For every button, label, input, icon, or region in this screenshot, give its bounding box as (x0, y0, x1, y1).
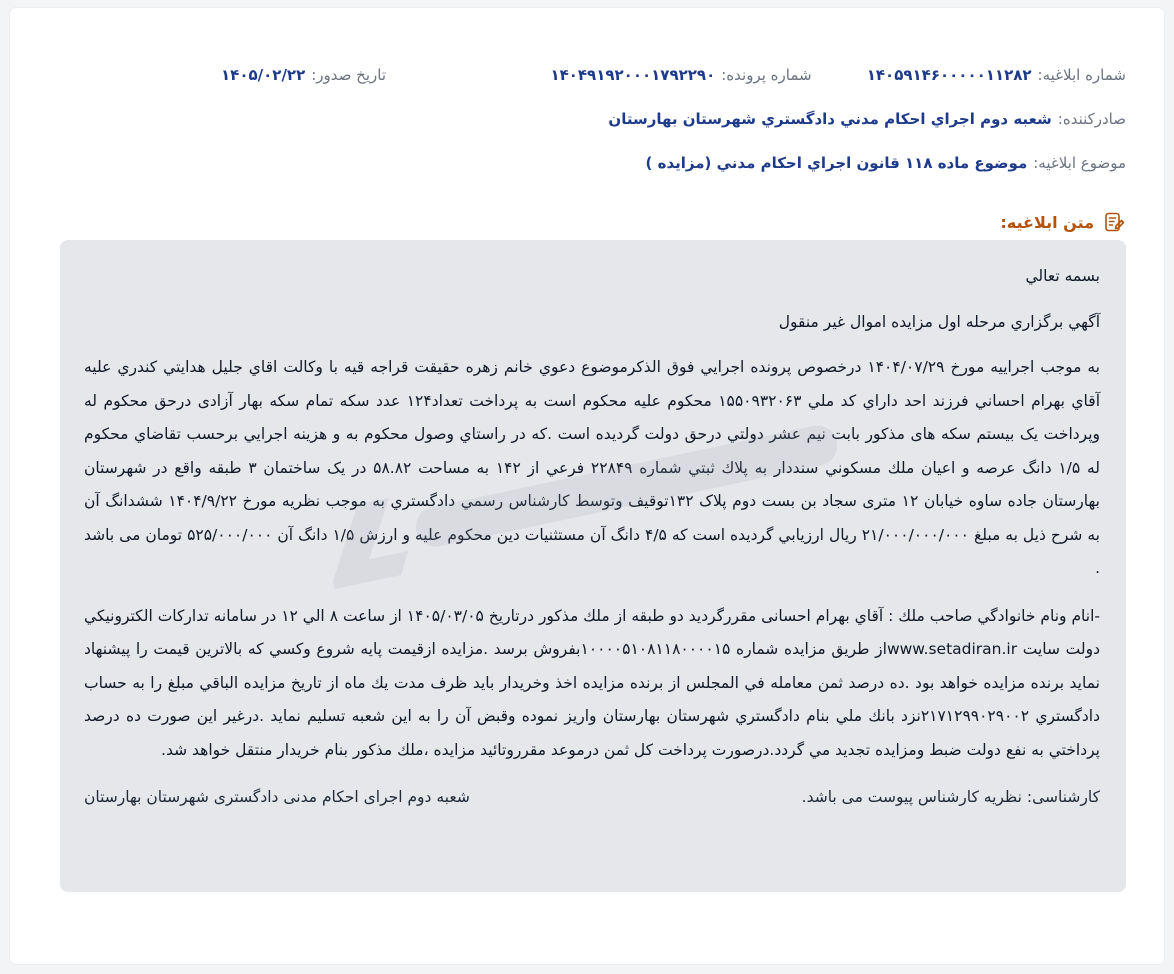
notice-text-title: متن ابلاغيه: (1000, 212, 1094, 232)
body-paragraph-2: -انام ونام خانوادگي صاحب ملك : آقاي بهرام احسانی مقررگرديد دو طبقه از ملك مذكور درتاريخ ۱۴۰۵/۰۳/۰۵ از ساعت ۸ الي ۱۲ در سامانه تداركات الكترونيكي دولت سايت www.setadiran.irاز طريق مزايده شماره ۱۰۰۰۰۵۱۰۸۱۱۸۰۰۰۰۱۵بفروش برسد .مزايده ازقيمت پايه شروع وكسي كه بالاترين قيمت را پيشنهاد نمايد برنده مزايده خواهد بود .ده درصد ثمن معامله في المجلس از برنده مزايده اخذ وخريدار بايد ظرف مدت يك ماه از تاريخ مزايده الباقي مبلغ را به حساب دادگستري ۲۱۷۱۲۹۹۰۲۹۰۰۲نزد بانك ملي بنام دادگستري شهرستان بهارستان واريز نموده وقبض آن را به اين شعبه تسليم نمايد .درغير اين صورت ده درصد پرداختي به نفع دولت ضبط ومزايده تجديد مي گردد.درصورت پرداخت كل ثمن درموعد مقرروتائيد مزايده ،ملك مذكور بنام خريدار منتقل خواهد شد. (84, 606, 1101, 759)
expert-note: کارشناسی: نظریه کارشناس پیوست می باشد. (801, 788, 1100, 806)
notice-text-heading (1000, 208, 1126, 236)
notice-card (10, 8, 1164, 964)
issuer-value: شعبه دوم اجراي احکام مدني دادگستري شهرستان بهارستان (608, 110, 1052, 128)
notice-number (866, 66, 1126, 84)
footer-row (84, 781, 1100, 814)
document-edit-icon (1102, 210, 1126, 234)
basmala-line: بسمه تعالي (1025, 267, 1100, 285)
issuer-label: صادرکننده: (1057, 110, 1126, 128)
case-number-value: ۱۴۰۴۹۱۹۲۰۰۰۱۷۹۲۲۹۰ (550, 66, 716, 84)
notice-text-box (60, 240, 1126, 892)
auction-title: آگهي برگزاري مرحله اول مزايده اموال غير منقول (778, 312, 1100, 331)
notice-number-label: شماره ابلاغيه: (1037, 66, 1126, 84)
body-paragraph-1: به موجب اجراييه مورخ ۱۴۰۴/۰۷/۲۹ درخصوص پرونده اجرايي فوق الذكرموضوع دعوي خانم زهره حقيقت قراجه قيه با وكالت اقاي جليل هدايتي كندري عليه آقاي بهرام احساني فرزند احد داراي كد ملي ۱۵۵۰۹۳۲۰۶۳ محكوم عليه محكوم است به پرداخت تعداد۱۲۴ عدد سکه تمام سکه بهار آزادی درحق محکوم له وپرداخت یک بیستم سکه های مذکور بابت نیم عشر دولتي درحق دولت گرديده است .كه در راستاي وصول محكوم به و هزينه اجرايي برحسب تقاضاي محكوم له ۱/۵ دانگ عرصه و اعيان ملك مسكوني سنددار به پلاك ثبتي شماره ۲۲۸۴۹ فرعي از ۱۴۲ به مساحت ۵۸.۸۲ در يک ساختمان ۳ طبقه واقع در شهرستان بهارستان جاده ساوه خيابان ۱۲ متری سجاد بن بست دوم پلاک ۱۳۲توقيف وتوسط كارشناس رسمي دادگستري به موجب نظريه مورخ ۱۴۰۴/۹/۲۲ ششدانگ آن به شرح ذيل به مبلغ ۲۱/۰۰۰/۰۰۰/۰۰۰ ريال ارزيابي گرديده است كه ۴/۵ دانگ آن مستثنيات دين محکوم عليه و ارزش ۱/۵ دانگ آن ۵۲۵/۰۰۰/۰۰۰ تومان می باشد . (84, 358, 1100, 577)
subject-label: موضوع ابلاغيه: (1033, 154, 1126, 172)
signature: شعبه دوم اجرای احکام مدنی دادگستری شهرستان بهارستان (84, 788, 470, 806)
issue-date-value: ۱۴۰۵/۰۲/۲۲ (221, 66, 306, 84)
notice-number-value: ۱۴۰۵۹۱۴۶۰۰۰۰۰۱۱۲۸۲ (866, 66, 1032, 84)
notice-meta-row (50, 60, 1126, 90)
issue-date (50, 66, 496, 84)
issuer-row (50, 104, 1126, 134)
subject-row (50, 148, 1126, 178)
case-number-label: شماره پرونده: (721, 66, 812, 84)
issue-date-label: تاريخ صدور: (311, 66, 386, 84)
case-number (496, 66, 866, 84)
subject-value: موضوع ماده ۱۱۸ قانون اجراي احکام مدني (مزايده ) (645, 154, 1028, 172)
